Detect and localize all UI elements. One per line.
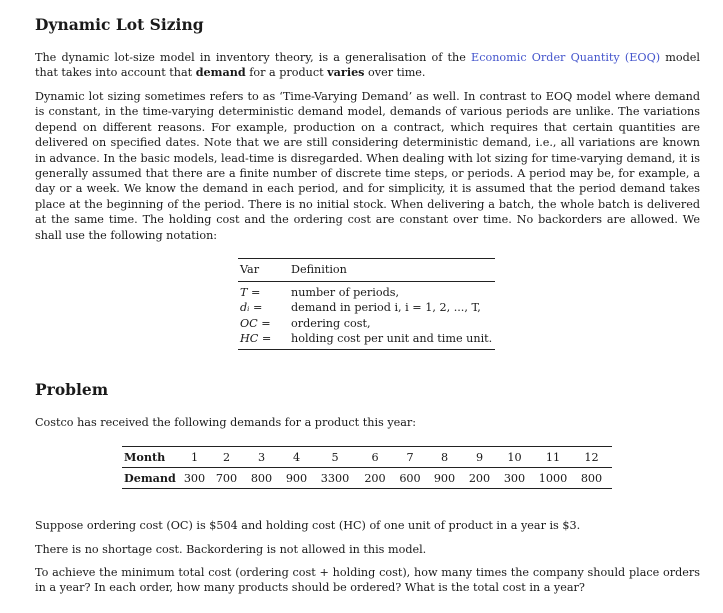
demand-row — [122, 468, 612, 488]
demand-cell: 200 — [468, 471, 491, 485]
month-cell: 12 — [584, 450, 599, 464]
notation-header-var: Var — [240, 263, 260, 276]
problem-heading: Problem — [35, 380, 109, 399]
month-cell: 11 — [545, 450, 561, 464]
demand-label: Demand — [124, 471, 176, 485]
notation-row — [238, 331, 495, 346]
demand-cell: 300 — [183, 471, 206, 485]
intro-text-mid2: for a product — [245, 66, 328, 80]
notation-row — [238, 285, 495, 300]
notation-table — [238, 258, 495, 350]
demand-cell: 1000 — [538, 471, 568, 485]
demand-table — [122, 446, 612, 489]
page-title: Dynamic Lot Sizing — [35, 15, 204, 34]
month-cell: 1 — [190, 450, 199, 464]
demand-cell: 700 — [215, 471, 238, 485]
intro-bold-varies: varies — [327, 65, 365, 80]
notation-definition: number of periods, — [291, 286, 400, 299]
month-cell: 4 — [292, 450, 301, 464]
demand-cell: 600 — [399, 471, 421, 485]
intro-text-post: over time. — [364, 66, 426, 80]
demand-cell: 800 — [580, 471, 603, 485]
intro-text-pre: The dynamic lot-size model in inventory theory, is a generalisation of the — [35, 51, 472, 64]
month-row — [122, 447, 612, 468]
notation-header-definition: Definition — [291, 263, 347, 276]
eoq-link[interactable]: Economic Order Quantity (EOQ) — [471, 51, 661, 64]
month-cell: 5 — [331, 450, 339, 464]
demand-cell: 900 — [433, 471, 456, 485]
notation-var: T = — [240, 286, 261, 299]
notation-row — [238, 316, 495, 331]
month-cell: 9 — [475, 450, 484, 464]
description-paragraph: Dynamic lot sizing sometimes refers to as ‘Time-Varying Demand’ as well. In contrast to EOQ model where demand is constant, in the time-varying deterministic demand model, demands of various periods are unlike. The variations depend on different reasons. For example, production on a contract, which requires that certain quantities are delivered on specified dates. Note that we are still considering deterministic demand, i.e., all variations are known in advance. In the basic models, lead-time is disregarded. When dealing with lot sizing for time-varying demand, it is generally assumed that there are a finite number of discrete time steps, or periods. A period may be, for example, a day or a week. We know the demand in each period, and for simplicity, it is assumed that the period demand takes place at the beginning of the period. There is no initial stock. When delivering a batch, the whole batch is delivered at the same time. The holding cost and the ordering cost are constant over time. No backorders are allowed. We shall use the following notation: — [35, 90, 700, 242]
intro-text-mid1: model that takes into account that — [35, 51, 700, 80]
notation-var: dᵢ = — [240, 301, 263, 315]
demand-cell: 300 — [503, 471, 526, 485]
demand-cell: 800 — [250, 471, 273, 485]
month-cell: 6 — [371, 450, 379, 464]
notation-row — [238, 300, 495, 315]
notation-definition: holding cost per unit and time unit. — [291, 332, 493, 346]
month-cell: 7 — [406, 450, 414, 464]
problem-intro: Costco has received the following demands for a product this year: — [35, 416, 417, 429]
month-cell: 8 — [440, 450, 449, 464]
month-cell: 2 — [222, 450, 231, 464]
notation-var: OC = — [240, 316, 271, 330]
notation-definition: ordering cost, — [291, 316, 371, 330]
intro-bold-demand: demand — [195, 65, 246, 80]
notation-header-row — [238, 259, 495, 282]
demand-cell: 900 — [285, 471, 308, 485]
month-cell: 3 — [257, 450, 266, 464]
demand-cell: 3300 — [320, 471, 350, 485]
notation-var: HC = — [240, 332, 272, 346]
costs-text: Suppose ordering cost (OC) is $504 and holding cost (HC) of one unit of product in a year is $3. — [35, 519, 581, 532]
shortage-text: There is no shortage cost. Backordering is not allowed in this model. — [35, 543, 427, 556]
question-text: To achieve the minimum total cost (ordering cost + holding cost), how many times the company should place orders in a year? In each order, how many products should be ordered? What is the total cost in a year? — [35, 566, 700, 595]
month-label: Month — [124, 450, 166, 464]
month-cell: 10 — [507, 450, 522, 464]
notation-definition: demand in period i, i = 1, 2, ..., T, — [291, 301, 481, 315]
demand-cell: 200 — [364, 471, 386, 485]
intro-paragraph — [35, 50, 700, 81]
